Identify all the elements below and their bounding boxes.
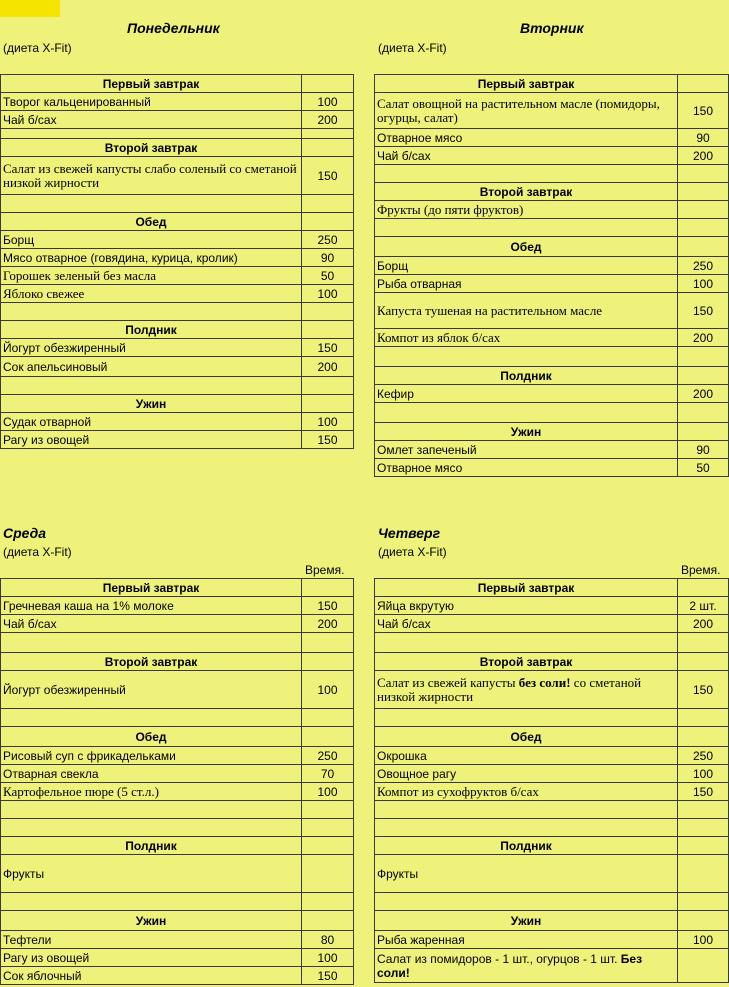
food-qty: 100 (302, 783, 354, 801)
food-item-text: со сметаной низкой жирности (377, 674, 642, 704)
food-item: Фрукты (375, 855, 678, 893)
food-qty: 150 (302, 339, 354, 357)
food-item: Горошек зеленый без масла (1, 267, 302, 285)
food-qty: 250 (678, 257, 729, 275)
food-qty (678, 855, 729, 893)
meal-header: Второй завтрак (1, 653, 302, 671)
food-item (375, 949, 678, 983)
food-item: Чай б/сах (1, 615, 302, 633)
meal-header: Второй завтрак (375, 653, 678, 671)
food-qty: 200 (302, 111, 354, 129)
food-qty: 100 (302, 413, 354, 431)
time-label: Время. (681, 563, 721, 577)
food-qty: 150 (302, 967, 354, 985)
meal-header: Обед (1, 213, 302, 231)
food-qty: 90 (678, 129, 729, 147)
no-salt-warning: без соли! (518, 674, 571, 690)
food-item: Творог кальценированный (1, 93, 302, 111)
food-item: Отварное мясо (375, 129, 678, 147)
food-item: Борщ (375, 257, 678, 275)
diet-note: (диета X-Fit) (378, 545, 447, 559)
food-item: Отварное мясо (375, 459, 678, 477)
food-qty: 50 (678, 459, 729, 477)
food-item: Йогурт обезжиренный (1, 671, 302, 709)
food-qty: 200 (678, 329, 729, 347)
food-item: Отварная свекла (1, 765, 302, 783)
food-item: Гречневая каша на 1% молоке (1, 597, 302, 615)
food-qty: 2 шт. (678, 597, 729, 615)
food-qty: 150 (302, 431, 354, 449)
time-label: Время. (305, 563, 345, 577)
food-qty: 90 (678, 441, 729, 459)
food-item: Борщ (1, 231, 302, 249)
meal-header: Первый завтрак (1, 75, 302, 93)
food-item-text: Салат из свежей капусты (377, 674, 519, 690)
menu-table-tuesday (374, 74, 729, 477)
food-item: Овощное рагу (375, 765, 678, 783)
food-qty: 250 (302, 231, 354, 249)
meal-header: Ужин (375, 423, 678, 441)
food-qty (678, 201, 729, 219)
food-item: Рисовый суп с фрикадельками (1, 747, 302, 765)
food-qty: 200 (678, 385, 729, 403)
food-item: Чай б/сах (375, 615, 678, 633)
food-qty: 200 (302, 615, 354, 633)
diet-note: (диета X-Fit) (3, 41, 72, 55)
food-qty: 100 (302, 671, 354, 709)
food-qty: 150 (678, 93, 729, 129)
food-qty: 250 (302, 747, 354, 765)
meal-header: Полдник (375, 837, 678, 855)
food-qty: 100 (302, 285, 354, 303)
food-qty: 200 (678, 147, 729, 165)
food-qty: 100 (678, 765, 729, 783)
food-qty: 150 (678, 671, 729, 709)
food-item: Сок яблочный (1, 967, 302, 985)
meal-header: Первый завтрак (1, 579, 302, 597)
food-qty: 200 (302, 357, 354, 377)
diet-note: (диета X-Fit) (3, 545, 72, 559)
food-item: Рыба жаренная (375, 931, 678, 949)
food-item: Йогурт обезжиренный (1, 339, 302, 357)
food-qty: 100 (678, 275, 729, 293)
food-item: Судак отварной (1, 413, 302, 431)
food-item: Рагу из овощей (1, 431, 302, 449)
food-item: Картофельное пюре (5 ст.л.) (1, 783, 302, 801)
food-qty: 100 (302, 93, 354, 111)
diet-note: (диета X-Fit) (378, 41, 447, 55)
meal-header: Полдник (1, 321, 302, 339)
food-item: Рагу из овощей (1, 949, 302, 967)
menu-table-monday (0, 74, 354, 449)
food-qty (302, 855, 354, 893)
food-item: Компот из яблок б/сах (375, 329, 678, 347)
food-qty: 90 (302, 249, 354, 267)
food-item: Фрукты (1, 855, 302, 893)
corner-highlight (0, 0, 60, 17)
meal-header: Обед (375, 237, 678, 257)
meal-header: Первый завтрак (375, 75, 678, 93)
meal-header: Второй завтрак (375, 183, 678, 201)
food-item-text: Салат из помидоров - 1 шт., огурцов - 1 шт. (377, 951, 621, 966)
food-qty: 50 (302, 267, 354, 285)
no-salt-warning: Без соли! (377, 951, 643, 980)
food-item: Тефтели (1, 931, 302, 949)
food-item: Омлет запеченый (375, 441, 678, 459)
day-title-monday: Понедельник (127, 20, 220, 36)
meal-header: Полдник (375, 367, 678, 385)
food-item: Чай б/сах (1, 111, 302, 129)
food-item: Рыба отварная (375, 275, 678, 293)
food-qty: 150 (302, 597, 354, 615)
food-item: Салат из свежей капусты слабо соленый со сметаной низкой жирности (1, 157, 302, 195)
food-item: Яйца вкрутую (375, 597, 678, 615)
food-qty: 250 (678, 747, 729, 765)
day-title-wednesday: Среда (3, 525, 47, 541)
food-qty: 80 (302, 931, 354, 949)
food-qty: 150 (302, 157, 354, 195)
food-qty: 200 (678, 615, 729, 633)
meal-header: Второй завтрак (1, 139, 302, 157)
meal-header: Ужин (375, 911, 678, 931)
meal-header: Полдник (1, 837, 302, 855)
food-item (375, 671, 678, 709)
meal-header: Обед (1, 727, 302, 747)
food-qty: 70 (302, 765, 354, 783)
food-item: Чай б/сах (375, 147, 678, 165)
food-item: Компот из сухофруктов б/сах (375, 783, 678, 801)
meal-header: Первый завтрак (375, 579, 678, 597)
day-title-thursday: Четверг (378, 525, 441, 541)
food-qty: 150 (678, 293, 729, 329)
food-qty: 100 (302, 949, 354, 967)
food-qty: 100 (678, 931, 729, 949)
menu-table-thursday (374, 578, 729, 983)
day-title-tuesday: Вторник (520, 20, 584, 36)
meal-header: Обед (375, 727, 678, 747)
food-item: Кефир (375, 385, 678, 403)
food-item: Яблоко свежее (1, 285, 302, 303)
food-item: Сок апельсиновый (1, 357, 302, 377)
meal-header: Ужин (1, 911, 302, 931)
food-item: Окрошка (375, 747, 678, 765)
food-item: Мясо отварное (говядина, курица, кролик) (1, 249, 302, 267)
meal-header: Ужин (1, 395, 302, 413)
food-item: Фрукты (до пяти фруктов) (375, 201, 678, 219)
food-item: Салат овощной на растительном масле (помидоры, огурцы, салат) (375, 93, 678, 129)
food-qty: 150 (678, 783, 729, 801)
food-item: Капуста тушеная на растительном масле (375, 293, 678, 329)
menu-table-wednesday (0, 578, 354, 985)
